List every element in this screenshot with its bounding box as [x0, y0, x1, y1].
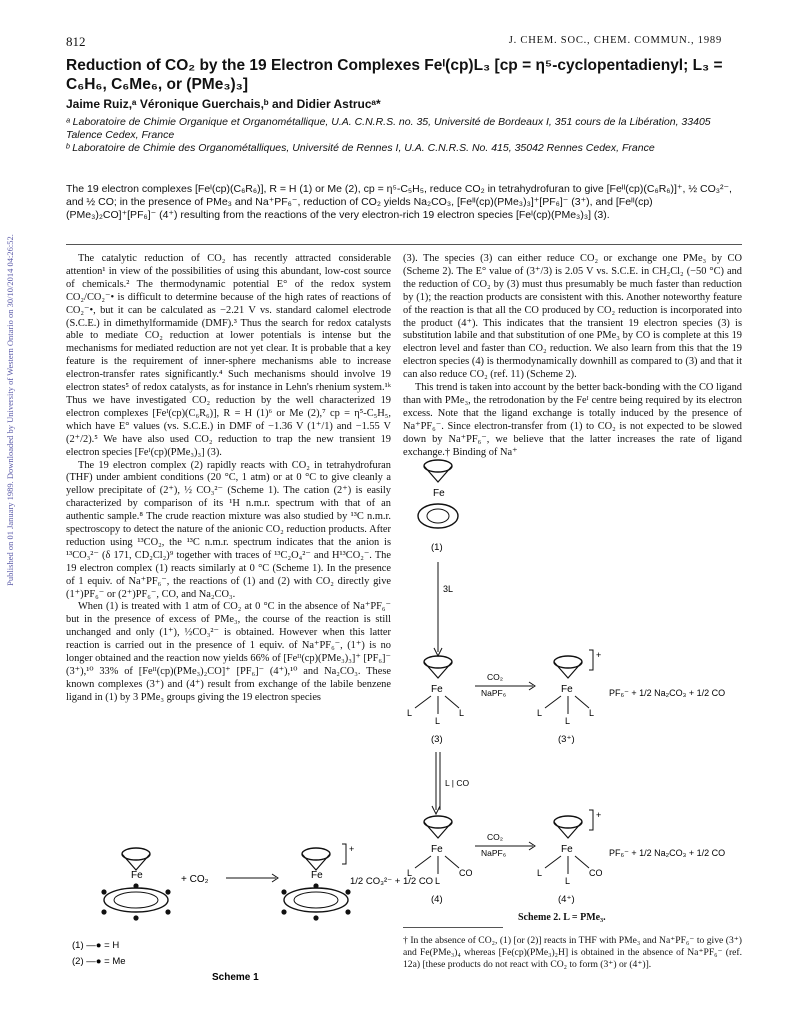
svg-text:+: +	[349, 844, 355, 854]
svg-text:L: L	[537, 708, 543, 718]
svg-text:CO: CO	[589, 868, 603, 878]
svg-text:+: +	[596, 810, 602, 820]
paragraph: When (1) is treated with 1 atm of CO₂ at 0 °C in the absence of Na⁺PF₆⁻ but in the presence of excess of PMe₃, the course of the reaction is still unchanged and only (1⁺), ½CO₃²⁻ is obtained. However when this latter reaction is carried out in the presence of 1 equiv. of Na⁺PF₆⁻, (1⁺) is no longer obtained and the reaction now yields 66% of [Feᴵᴵ(cp)(PMe₃)₃]⁺ [PF₆]⁻ (3⁺),¹⁰ 33% of [Feᴵᴵ(cp)(PMe₃)₂CO]⁺ [PF₆]⁻ (4⁺),¹⁰ and Na₂CO₃. These known complexes (3⁺) and (4⁺) result from exchange of the labile benzene ligand in (1) by 3 PMe₃ groups giving the 19 electron species	[66, 601, 391, 703]
svg-text:CO₂: CO₂	[487, 832, 504, 842]
svg-text:L: L	[435, 876, 441, 886]
svg-text:Fe: Fe	[433, 488, 445, 499]
affiliation-a: ᵃ Laboratoire de Chimie Organique et Organométallique, U.A. C.N.R.S. no. 35, Université de Bordeaux I, 351 cours de la Libération, 33405 Talence Cedex, France	[66, 116, 711, 141]
affiliation-b: ᵇ Laboratoire de Chimie des Organométalliques, Université de Rennes I, U.A. C.N.R.S. No. 415, 35042 Rennes Cedex, France	[66, 142, 655, 154]
complex-1-structure	[418, 460, 458, 528]
legend-2: (2) —● = Me	[72, 956, 126, 967]
svg-text:L: L	[537, 868, 543, 878]
footnote-divider	[403, 927, 503, 928]
abstract: The 19 electron complexes [Feᴵ(cp)(C₆R₆)], R = H (1) or Me (2), cp = η⁵-C₅H₅, reduce CO₂ in tetrahydrofuran to give [Feᴵᴵ(cp)(C₆R₆)]⁺, ½ CO₃²⁻, and ½ CO; in the presence of PMe₃ and Na⁺PF₆⁻, reduction of CO₂ yields Na₂CO₃, [Feᴵᴵ(cp)(PMe₃)₃]⁺[PF₆]⁻ (3⁺), and [Feᴵᴵ(cp)(PMe₃)₂CO]⁺[PF₆]⁻ (4⁺) resulting from the reactions of the very electron-rich 19 electron species [Feᴵ(cp)(PMe₃)₃] (3).	[66, 183, 732, 222]
svg-text:L: L	[435, 716, 441, 726]
label-4: (4)	[431, 894, 443, 905]
complex-4-structure	[407, 816, 473, 886]
plus-co2: + CO₂	[181, 874, 209, 885]
complex-2-plus-structure	[281, 844, 354, 921]
scheme-2-figure	[403, 452, 743, 910]
footnote: † In the absence of CO₂, (1) [or (2)] reacts in THF with PMe₃ and Na⁺PF₆⁻ to give (3⁺) and Fe(PMe₃)₄ whereas [Fe(cp)(PMe₃)₂H] is obtained in the absence of Na⁺PF₆⁻ (ref. 12a) [these products do not react with CO₂ to form (3⁺) or (4⁺)].	[403, 935, 742, 971]
scheme2-products-b: PF₆⁻ + 1/2 Na₂CO₃ + 1/2 CO	[609, 848, 726, 858]
download-watermark: Published on 01 January 1989. Downloaded by University of Western Ontario on 30/10/2014 04:26:52.	[5, 234, 15, 586]
scheme-2-caption: Scheme 2. L = PMe₃.	[518, 912, 606, 923]
scheme1-products: 1/2 CO₃²⁻ + 1/2 CO	[350, 876, 434, 887]
svg-text:Fe: Fe	[431, 684, 443, 695]
body-column-right	[403, 253, 742, 460]
svg-text:NaPF₆: NaPF₆	[481, 848, 507, 858]
svg-text:L: L	[589, 708, 595, 718]
svg-text:+: +	[596, 650, 602, 660]
authors: Jaime Ruiz,ᵃ Véronique Guerchais,ᵇ and Didier Astrucᵃ*	[66, 97, 381, 111]
abstract-divider	[66, 244, 742, 245]
svg-text:L: L	[407, 868, 413, 878]
svg-text:CO₂: CO₂	[487, 672, 504, 682]
label-l-co: L | CO	[445, 778, 470, 788]
svg-text:Fe: Fe	[131, 870, 143, 881]
label-3l: 3L	[443, 584, 454, 594]
paragraph: This trend is taken into account by the better back-bonding with the CO ligand than with PMe₃, the retrodonation by the Feᴵ centre being required by its electron excess. Note that the ligand exchange is totally induced by the presence of Na⁺PF₆⁻. Since electron-transfer from (1) to CO₂ is not expected to be slowed down by Na⁺PF₆⁻, we believe that the latter increases the rate of ligand exchange.† Binding of Na⁺	[403, 382, 742, 458]
svg-text:NaPF₆: NaPF₆	[481, 688, 507, 698]
complex-4-plus-structure	[537, 810, 603, 886]
svg-text:L: L	[407, 708, 413, 718]
complex-2-structure	[101, 848, 170, 921]
scheme-1-figure	[66, 840, 434, 1020]
svg-text:L: L	[459, 708, 465, 718]
journal-header: J. CHEM. SOC., CHEM. COMMUN., 1989	[508, 35, 722, 46]
article-title: Reduction of CO₂ by the 19 Electron Complexes Feᴵ(cp)L₃ [cp = η⁵-cyclopentadienyl; L₃ = C₆H₆, C₆Me₆, or (PMe₃)₃]	[66, 57, 723, 93]
svg-text:Fe: Fe	[431, 844, 443, 855]
body-column-left	[66, 253, 391, 705]
svg-text:Fe: Fe	[561, 844, 573, 855]
svg-text:Fe: Fe	[311, 870, 323, 881]
paragraph: The catalytic reduction of CO₂ has recently attracted considerable attention¹ in view of the possibilities of using this abundant, low-cost source of chemicals.² The thermodynamic potential E° of the redox system CO₂/CO₂⁻• is difficult to determine because of the high rates of reactions of CO₂⁻•, but it can be calculated as −2.21 V vs. standard calomel electrode (S.C.E.) in dimethylformamide (DMF).³ Thus the search for redox catalysts able to mediate CO₂ reduction at lower potentials is intense but the mechanisms for mediated reduction are not yet clear. It is probable that a key feature is the requirement of inner-sphere mechanisms able to increase electron-transfer rates significantly.⁴ Such mechanisms should involve 19 electron states⁵ of redox catalysts, as for instance in Lehn's rhenium system.¹ᵏ Thus we have investigated CO₂ reduction by the well characterized 19 electron complexes [Feᴵ(cp)(C₆R₆)], R = H (1)⁶ or Me (2),⁷ cp = η⁵-C₅H₅, which have E° values (vs. S.C.E.) in DMF of −1.36 V (1⁺/1) and −1.55 V (2⁺/2).⁵ We have also used CO₂ reduction to trap the new transient 19 electron species [Feᴵ(cp)(PMe₃)₃] (3).	[66, 253, 391, 458]
label-4-plus: (4⁺)	[558, 894, 575, 905]
complex-3-plus-structure	[537, 650, 601, 726]
page-number: 812	[66, 34, 86, 49]
svg-text:CO: CO	[459, 868, 473, 878]
paragraph: (3). The species (3) can either reduce CO₂ or exchange one PMe₃ by CO (Scheme 2). The E° value of (3⁺/3) is 2.05 V vs. S.C.E. in CH₂Cl₂ (−50 °C) and the reduction of CO₂ by (3) must thus presumably be much faster than reduction by (1); the reaction products are consistent with this. Another noteworthy feature of the reaction is that all the CO produced by CO₂ reduction is incorporated into the product (4⁺). This indicates that the transient 19 electron species (3) is substitution labile and that substitution of one PMe₃ by CO is complete at this 19 electron level and faster than CO₂ reduction. We also learn from this that the 19 electron species (4) is thermodynamically downhill as compared to (3) and that it can also reduce CO₂ (ref. 11) (Scheme 2).	[403, 253, 742, 381]
scheme2-products-a: PF₆⁻ + 1/2 Na₂CO₃ + 1/2 CO	[609, 688, 726, 698]
label-1: (1)	[431, 542, 443, 553]
paragraph: The 19 electron complex (2) rapidly reacts with CO₂ in tetrahydrofuran (THF) under ambient conditions (20 °C, 1 atm) or at 0 °C to give cleanly a yellow precipitate of (2⁺), ½ CO₃²⁻ (Scheme 1). The cation (2⁺) is easily characterized by comparison of its ¹H n.m.r. spectrum with that of an authentic sample.⁸ The crude reaction mixture was also studied by ¹³C n.m.r. spectroscopy to detect the nature of the anionic CO₂ reduction products. After reduction using ¹³CO₂, the ¹³C n.m.r. spectrum indicates that the anion is ¹³CO₃²⁻ (δ 171, CD₂Cl₂)⁹ together with traces of ¹³C₂O₄²⁻ and H¹³CO₂⁻. The 19 electron complex (1) reacts similarly at 0 °C (Scheme 1). In the presence of 1 equiv. of Na⁺PF₆⁻, the reactions of (1) and (2) with CO₂ directly give (1⁺)PF₆⁻ or (2⁺)PF₆⁻, CO, and Na₂CO₃.	[66, 459, 391, 600]
svg-text:L: L	[565, 876, 571, 886]
scheme-1-caption: Scheme 1	[212, 972, 259, 983]
legend-1: (1) —● = H	[72, 940, 120, 951]
complex-3-structure	[407, 656, 464, 726]
label-3-plus: (3⁺)	[558, 734, 575, 745]
svg-text:Fe: Fe	[561, 684, 573, 695]
svg-text:L: L	[565, 716, 571, 726]
label-3: (3)	[431, 734, 443, 745]
